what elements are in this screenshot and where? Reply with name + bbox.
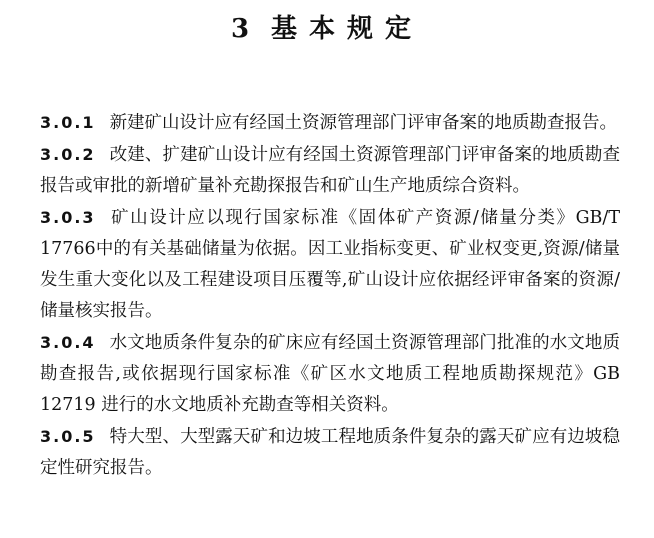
clause-number: 3.0.3	[40, 208, 96, 227]
clause-3-0-2	[40, 139, 620, 202]
clause-3-0-3	[40, 202, 620, 327]
clause-text: 矿山设计应以现行国家标准《固体矿产资源/储量分类》GB/T 17766中的有关基础储量为依据。因工业指标变更、矿业权变更,资源/储量发生重大变化以及工程建设项目压覆等,矿山设计应依据经评审备案的资源/储量核实报告。	[40, 208, 620, 321]
clause-3-0-5	[40, 421, 620, 484]
clause-3-0-4	[40, 327, 620, 421]
chapter-title	[0, 12, 654, 46]
chapter-heading: 基本规定	[271, 14, 424, 44]
clause-text: 水文地质条件复杂的矿床应有经国土资源管理部门批准的水文地质勘查报告,或依据现行国家标准《矿区水文地质工程地质勘探规范》GB 12719 进行的水文地质补充勘查等相关资料。	[40, 333, 620, 415]
clause-text: 新建矿山设计应有经国土资源管理部门评审备案的地质勘查报告。	[109, 113, 618, 133]
clause-text: 改建、扩建矿山设计应有经国土资源管理部门评审备案的地质勘查报告或审批的新增矿量补充勘探报告和矿山生产地质综合资料。	[40, 145, 620, 196]
clause-text: 特大型、大型露天矿和边坡工程地质条件复杂的露天矿应有边坡稳定性研究报告。	[40, 427, 620, 478]
chapter-number: 3	[230, 14, 254, 44]
clause-number: 3.0.1	[40, 113, 96, 132]
clause-number: 3.0.2	[40, 145, 96, 164]
clause-3-0-1	[40, 107, 620, 139]
clause-number: 3.0.5	[40, 427, 96, 446]
clause-number: 3.0.4	[40, 333, 96, 352]
clause-list	[40, 107, 620, 484]
